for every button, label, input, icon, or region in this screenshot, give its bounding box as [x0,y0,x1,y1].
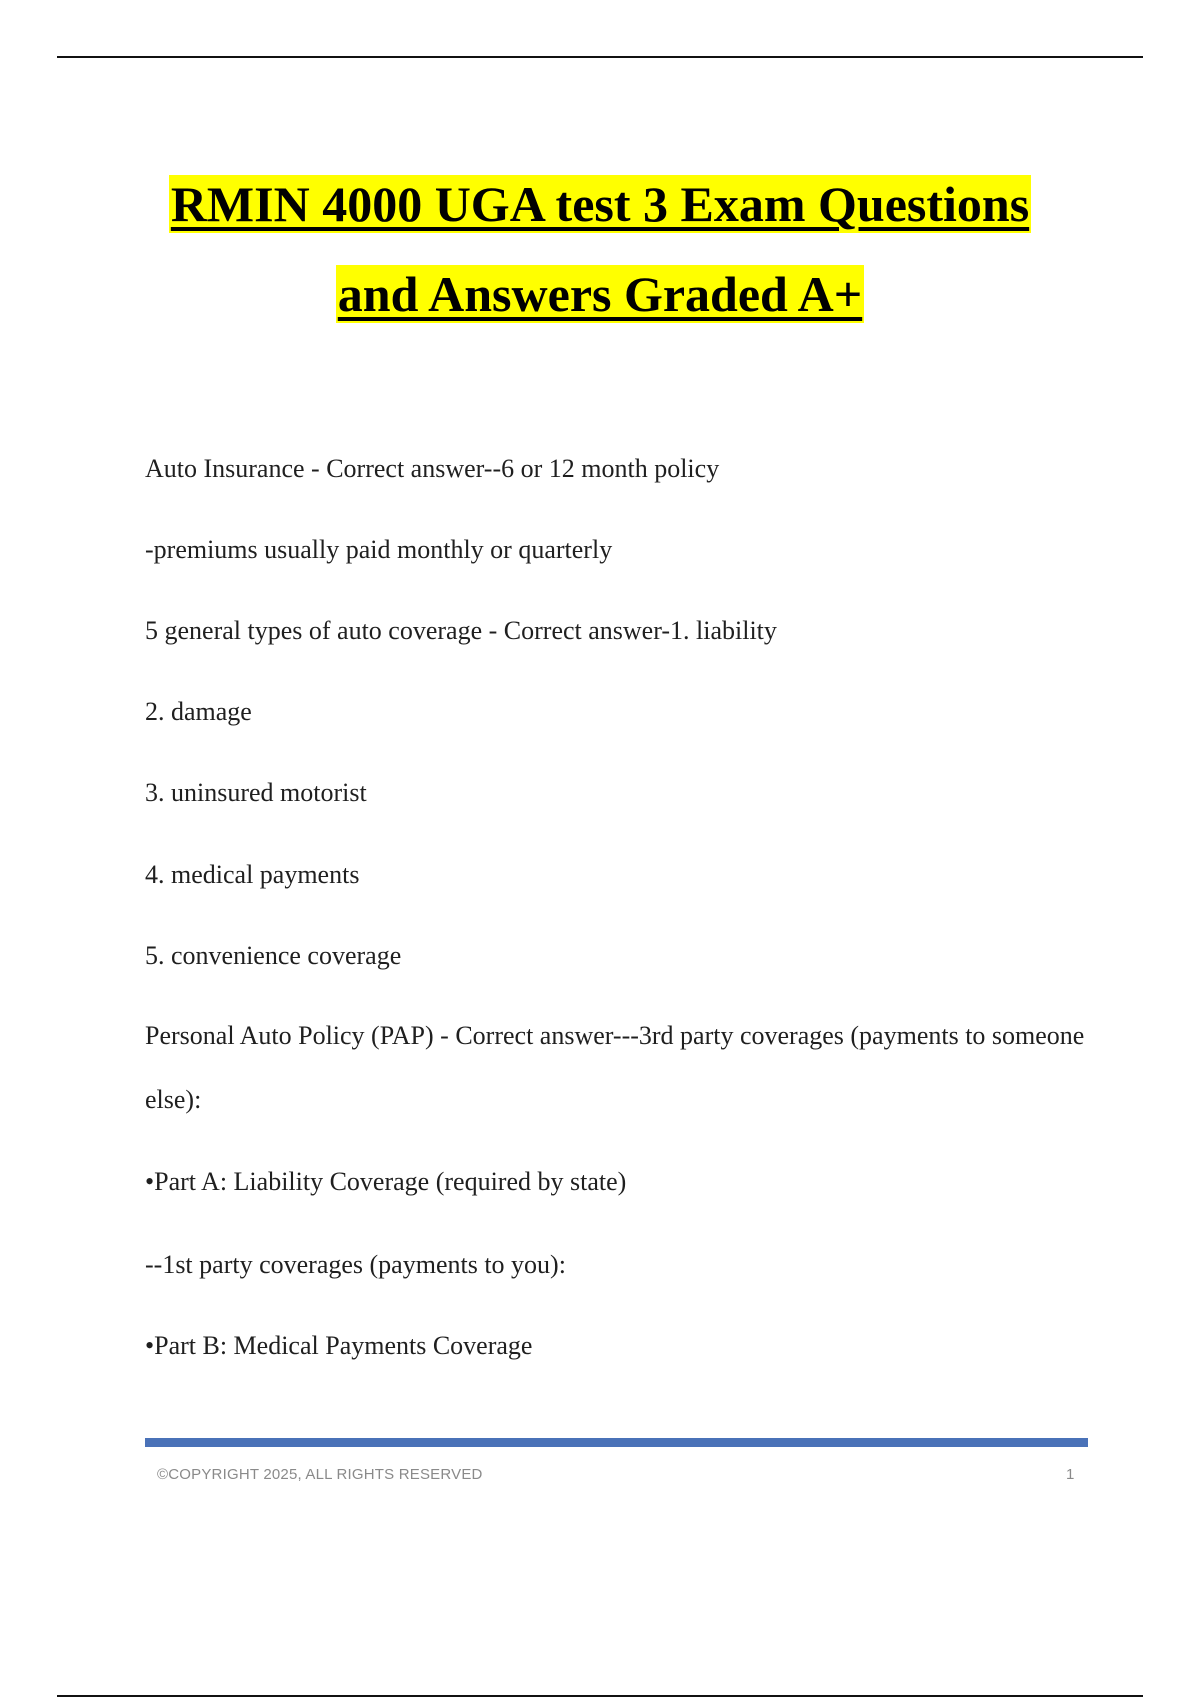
document-title [0,175,1200,323]
bottom-rule [57,1695,1143,1697]
footer-bar [145,1438,1088,1447]
paragraph-pap: Personal Auto Policy (PAP) - Correct answer---3rd party coverages (payments to someone else): [145,1021,1085,1114]
paragraph-part-a: •Part A: Liability Coverage (required by state) [145,1167,627,1196]
title-line-2: and Answers Graded A+ [337,266,863,322]
list-item-convenience-coverage: 5. convenience coverage [145,941,402,970]
paragraph-premiums: -premiums usually paid monthly or quarterly [145,535,613,564]
paragraph-part-b: •Part B: Medical Payments Coverage [145,1331,533,1360]
title-line-1: RMIN 4000 UGA test 3 Exam Questions [170,176,1030,232]
list-item-medical-payments: 4. medical payments [145,860,360,889]
paragraph-first-party: --1st party coverages (payments to you): [145,1250,566,1279]
paragraph-auto-insurance: Auto Insurance - Correct answer--6 or 12 month policy [145,454,720,483]
footer-copyright: ©COPYRIGHT 2025, ALL RIGHTS RESERVED [157,1466,483,1483]
list-item-damage: 2. damage [145,697,252,726]
top-rule [57,56,1143,58]
list-item-uninsured-motorist: 3. uninsured motorist [145,778,367,807]
footer-page-number: 1 [1066,1466,1075,1483]
paragraph-general-types: 5 general types of auto coverage - Correct answer-1. liability [145,616,777,645]
